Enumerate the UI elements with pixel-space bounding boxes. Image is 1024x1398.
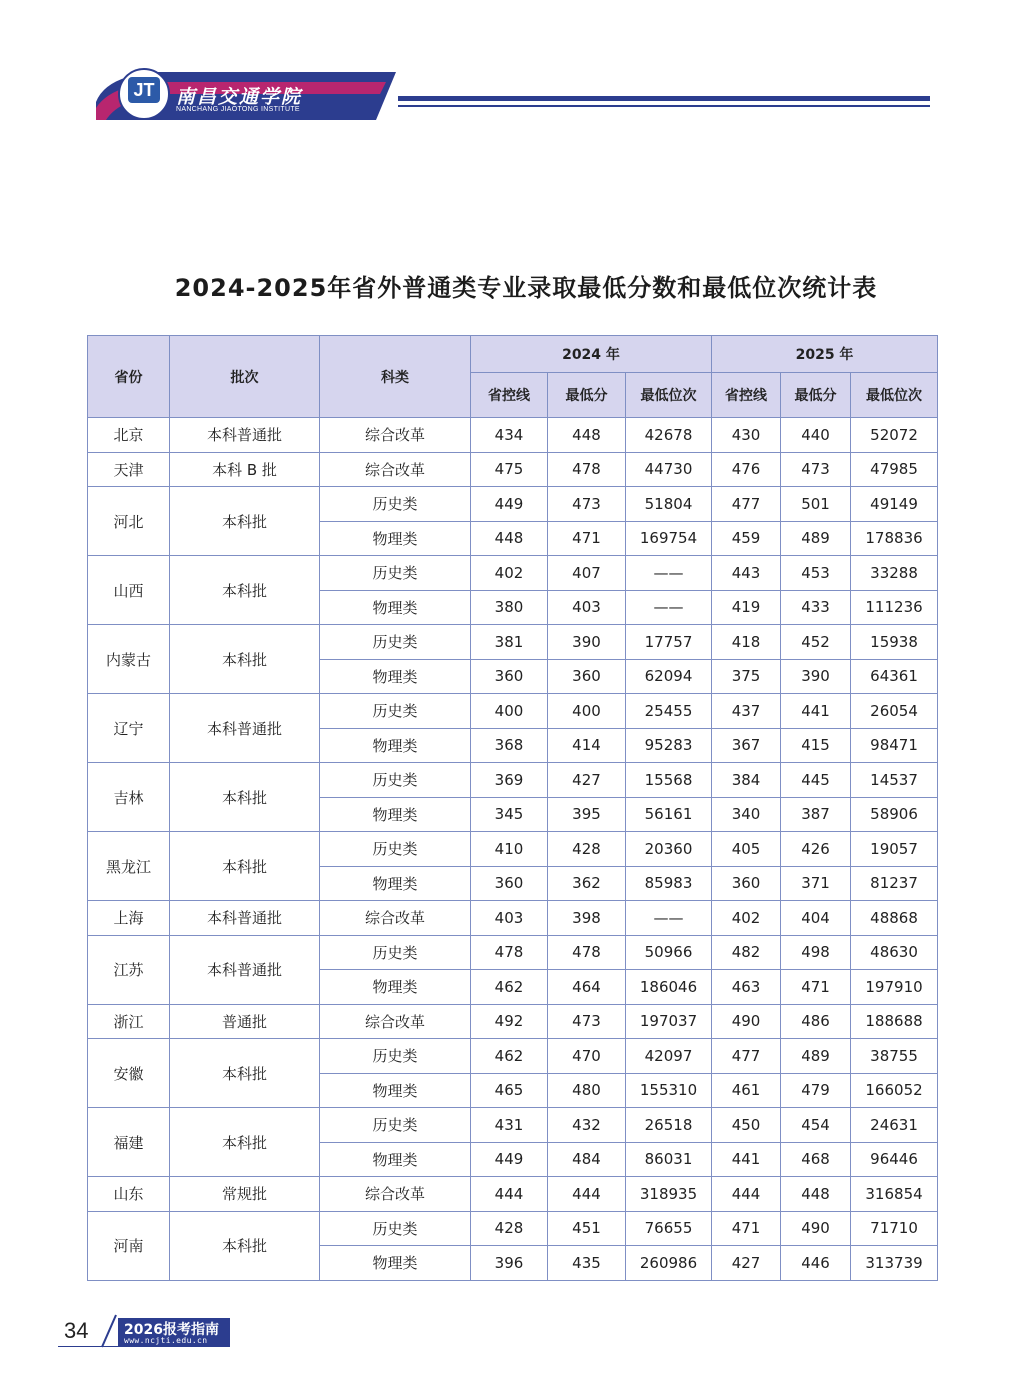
cell-min-score-2025: 445	[781, 763, 851, 798]
cell-province: 河南	[88, 1211, 170, 1280]
cell-min-score-2024: 362	[548, 866, 626, 901]
table-row	[88, 1039, 938, 1074]
cell-min-rank-2025: 49149	[851, 487, 938, 522]
cell-control-line-2025: 340	[712, 797, 781, 832]
footer-rule	[58, 1346, 230, 1347]
cell-batch: 本科批	[170, 1039, 320, 1108]
cell-control-line-2024: 465	[471, 1073, 548, 1108]
cell-min-score-2024: 360	[548, 659, 626, 694]
cell-min-rank-2024: 186046	[626, 970, 712, 1005]
cell-min-score-2024: 471	[548, 521, 626, 556]
cell-min-score-2025: 404	[781, 901, 851, 936]
cell-min-score-2025: 479	[781, 1073, 851, 1108]
cell-batch: 常规批	[170, 1177, 320, 1212]
cell-min-rank-2025: 48630	[851, 935, 938, 970]
cell-min-rank-2024: 15568	[626, 763, 712, 798]
cell-batch: 本科批	[170, 763, 320, 832]
cell-min-score-2025: 441	[781, 694, 851, 729]
cell-subject: 物理类	[320, 970, 471, 1005]
table-row	[88, 935, 938, 970]
cell-min-rank-2024: ——	[626, 590, 712, 625]
header-rule-thick	[398, 96, 930, 101]
table-row	[88, 452, 938, 487]
cell-min-score-2025: 371	[781, 866, 851, 901]
cell-province: 山东	[88, 1177, 170, 1212]
cell-min-score-2024: 464	[548, 970, 626, 1005]
col-header-year-2025: 2025 年	[712, 336, 938, 373]
cell-min-score-2024: 444	[548, 1177, 626, 1212]
cell-control-line-2024: 400	[471, 694, 548, 729]
page-title: 2024-2025年省外普通类专业录取最低分数和最低位次统计表	[174, 274, 878, 302]
cell-subject: 物理类	[320, 1142, 471, 1177]
cell-control-line-2024: 444	[471, 1177, 548, 1212]
cell-subject: 历史类	[320, 763, 471, 798]
cell-subject: 物理类	[320, 521, 471, 556]
cell-province: 河北	[88, 487, 170, 556]
cell-subject: 综合改革	[320, 452, 471, 487]
cell-min-rank-2024: 51804	[626, 487, 712, 522]
cell-min-score-2025: 387	[781, 797, 851, 832]
cell-subject: 历史类	[320, 1039, 471, 1074]
cell-subject: 历史类	[320, 694, 471, 729]
cell-control-line-2025: 443	[712, 556, 781, 591]
cell-min-rank-2024: 44730	[626, 452, 712, 487]
cell-min-score-2025: 446	[781, 1246, 851, 1281]
cell-min-score-2024: 451	[548, 1211, 626, 1246]
cell-control-line-2024: 368	[471, 728, 548, 763]
cell-min-rank-2024: 155310	[626, 1073, 712, 1108]
school-emblem-mark: JT	[128, 77, 160, 103]
cell-min-score-2024: 480	[548, 1073, 626, 1108]
cell-min-rank-2025: 98471	[851, 728, 938, 763]
cell-subject: 历史类	[320, 625, 471, 660]
cell-control-line-2024: 402	[471, 556, 548, 591]
cell-min-rank-2024: 25455	[626, 694, 712, 729]
cell-control-line-2025: 450	[712, 1108, 781, 1143]
cell-province: 上海	[88, 901, 170, 936]
table-row	[88, 1004, 938, 1039]
cell-province: 辽宁	[88, 694, 170, 763]
cell-subject: 历史类	[320, 1108, 471, 1143]
table-row	[88, 694, 938, 729]
cell-min-score-2025: 433	[781, 590, 851, 625]
cell-subject: 物理类	[320, 659, 471, 694]
table-row	[88, 832, 938, 867]
cell-min-rank-2024: 86031	[626, 1142, 712, 1177]
cell-control-line-2024: 462	[471, 970, 548, 1005]
cell-min-rank-2024: 17757	[626, 625, 712, 660]
cell-batch: 本科普通批	[170, 901, 320, 936]
cell-min-rank-2025: 26054	[851, 694, 938, 729]
cell-min-rank-2025: 313739	[851, 1246, 938, 1281]
cell-control-line-2024: 360	[471, 659, 548, 694]
cell-batch: 本科批	[170, 832, 320, 901]
cell-batch: 本科批	[170, 487, 320, 556]
cell-min-rank-2025: 188688	[851, 1004, 938, 1039]
cell-province: 江苏	[88, 935, 170, 1004]
cell-min-score-2025: 498	[781, 935, 851, 970]
cell-min-rank-2024: 42678	[626, 418, 712, 453]
cell-min-score-2024: 400	[548, 694, 626, 729]
cell-province: 吉林	[88, 763, 170, 832]
cell-control-line-2025: 441	[712, 1142, 781, 1177]
cell-min-rank-2024: 56161	[626, 797, 712, 832]
cell-min-rank-2024: 26518	[626, 1108, 712, 1143]
col-header-subject: 科类	[320, 336, 471, 418]
cell-subject: 综合改革	[320, 901, 471, 936]
cell-control-line-2025: 437	[712, 694, 781, 729]
cell-min-rank-2024: 95283	[626, 728, 712, 763]
table-row	[88, 1177, 938, 1212]
cell-min-score-2025: 490	[781, 1211, 851, 1246]
table-row	[88, 556, 938, 591]
cell-subject: 物理类	[320, 1246, 471, 1281]
cell-min-score-2024: 484	[548, 1142, 626, 1177]
cell-control-line-2024: 462	[471, 1039, 548, 1074]
cell-control-line-2024: 396	[471, 1246, 548, 1281]
cell-control-line-2025: 418	[712, 625, 781, 660]
cell-min-rank-2024: 169754	[626, 521, 712, 556]
cell-min-rank-2025: 64361	[851, 659, 938, 694]
cell-batch: 本科普通批	[170, 694, 320, 763]
cell-control-line-2025: 477	[712, 487, 781, 522]
cell-province: 浙江	[88, 1004, 170, 1039]
col-header-control-line-2024: 省控线	[471, 373, 548, 418]
footer-slash-decoration	[96, 1313, 120, 1349]
cell-min-rank-2025: 178836	[851, 521, 938, 556]
cell-control-line-2024: 381	[471, 625, 548, 660]
cell-min-score-2024: 473	[548, 1004, 626, 1039]
cell-control-line-2025: 459	[712, 521, 781, 556]
cell-min-score-2025: 471	[781, 970, 851, 1005]
cell-province: 福建	[88, 1108, 170, 1177]
cell-control-line-2024: 428	[471, 1211, 548, 1246]
cell-min-score-2025: 440	[781, 418, 851, 453]
table-row	[88, 763, 938, 798]
cell-min-score-2024: 448	[548, 418, 626, 453]
cell-min-score-2025: 390	[781, 659, 851, 694]
cell-min-rank-2024: 318935	[626, 1177, 712, 1212]
cell-control-line-2025: 360	[712, 866, 781, 901]
cell-min-score-2025: 473	[781, 452, 851, 487]
cell-province: 黑龙江	[88, 832, 170, 901]
school-name-en: NANCHANG JIAOTONG INSTITUTE	[176, 106, 300, 113]
cell-province: 内蒙古	[88, 625, 170, 694]
cell-min-rank-2025: 15938	[851, 625, 938, 660]
cell-min-score-2025: 489	[781, 521, 851, 556]
cell-control-line-2024: 475	[471, 452, 548, 487]
cell-subject: 物理类	[320, 590, 471, 625]
table-row	[88, 487, 938, 522]
cell-control-line-2025: 471	[712, 1211, 781, 1246]
cell-province: 北京	[88, 418, 170, 453]
cell-control-line-2024: 448	[471, 521, 548, 556]
cell-control-line-2025: 405	[712, 832, 781, 867]
cell-min-score-2025: 452	[781, 625, 851, 660]
cell-control-line-2025: 367	[712, 728, 781, 763]
cell-control-line-2024: 449	[471, 487, 548, 522]
col-header-min-rank-2025: 最低位次	[851, 373, 938, 418]
col-header-control-line-2025: 省控线	[712, 373, 781, 418]
cell-min-rank-2025: 316854	[851, 1177, 938, 1212]
cell-batch: 本科批	[170, 556, 320, 625]
cell-min-rank-2025: 52072	[851, 418, 938, 453]
cell-min-rank-2025: 111236	[851, 590, 938, 625]
cell-min-score-2024: 398	[548, 901, 626, 936]
cell-min-score-2024: 427	[548, 763, 626, 798]
cell-min-score-2024: 428	[548, 832, 626, 867]
cell-control-line-2025: 375	[712, 659, 781, 694]
cell-min-score-2024: 395	[548, 797, 626, 832]
col-header-min-score-2025: 最低分	[781, 373, 851, 418]
cell-control-line-2024: 410	[471, 832, 548, 867]
cell-min-rank-2025: 71710	[851, 1211, 938, 1246]
cell-min-rank-2025: 38755	[851, 1039, 938, 1074]
cell-province: 安徽	[88, 1039, 170, 1108]
cell-subject: 历史类	[320, 935, 471, 970]
cell-min-rank-2025: 58906	[851, 797, 938, 832]
cell-min-rank-2024: 42097	[626, 1039, 712, 1074]
cell-control-line-2025: 444	[712, 1177, 781, 1212]
cell-min-rank-2025: 24631	[851, 1108, 938, 1143]
col-header-batch: 批次	[170, 336, 320, 418]
cell-control-line-2025: 490	[712, 1004, 781, 1039]
cell-batch: 本科 B 批	[170, 452, 320, 487]
cell-subject: 物理类	[320, 866, 471, 901]
table-row	[88, 901, 938, 936]
cell-subject: 综合改革	[320, 1177, 471, 1212]
cell-min-rank-2025: 48868	[851, 901, 938, 936]
cell-min-rank-2024: ——	[626, 901, 712, 936]
cell-control-line-2024: 431	[471, 1108, 548, 1143]
cell-subject: 历史类	[320, 1211, 471, 1246]
cell-min-rank-2024: 85983	[626, 866, 712, 901]
cell-min-score-2024: 435	[548, 1246, 626, 1281]
cell-control-line-2024: 345	[471, 797, 548, 832]
cell-batch: 本科普通批	[170, 418, 320, 453]
cell-province: 山西	[88, 556, 170, 625]
cell-min-rank-2025: 81237	[851, 866, 938, 901]
cell-min-score-2025: 454	[781, 1108, 851, 1143]
cell-control-line-2024: 380	[471, 590, 548, 625]
cell-control-line-2024: 449	[471, 1142, 548, 1177]
cell-min-rank-2024: ——	[626, 556, 712, 591]
cell-min-rank-2024: 20360	[626, 832, 712, 867]
table-row	[88, 1211, 938, 1246]
cell-control-line-2024: 403	[471, 901, 548, 936]
cell-control-line-2024: 434	[471, 418, 548, 453]
cell-min-score-2024: 473	[548, 487, 626, 522]
cell-subject: 综合改革	[320, 418, 471, 453]
cell-min-score-2025: 501	[781, 487, 851, 522]
cell-min-score-2024: 432	[548, 1108, 626, 1143]
header-rule-thin	[398, 105, 930, 107]
footer-guide-label: 2026报考指南	[124, 1322, 219, 1338]
cell-min-rank-2025: 166052	[851, 1073, 938, 1108]
cell-batch: 本科批	[170, 1108, 320, 1177]
cell-min-score-2024: 478	[548, 452, 626, 487]
cell-control-line-2024: 478	[471, 935, 548, 970]
cell-min-rank-2025: 33288	[851, 556, 938, 591]
cell-control-line-2025: 419	[712, 590, 781, 625]
cell-control-line-2025: 461	[712, 1073, 781, 1108]
cell-subject: 物理类	[320, 1073, 471, 1108]
cell-min-rank-2024: 76655	[626, 1211, 712, 1246]
cell-subject: 历史类	[320, 832, 471, 867]
cell-control-line-2025: 427	[712, 1246, 781, 1281]
col-header-province: 省份	[88, 336, 170, 418]
cell-control-line-2024: 369	[471, 763, 548, 798]
cell-min-rank-2025: 19057	[851, 832, 938, 867]
cell-subject: 综合改革	[320, 1004, 471, 1039]
cell-min-score-2024: 470	[548, 1039, 626, 1074]
cell-control-line-2025: 430	[712, 418, 781, 453]
page-number: 34	[64, 1318, 89, 1343]
cell-subject: 历史类	[320, 556, 471, 591]
footer-url: www.ncjti.edu.cn	[124, 1336, 208, 1345]
table-row	[88, 418, 938, 453]
cell-min-score-2025: 448	[781, 1177, 851, 1212]
cell-subject: 物理类	[320, 728, 471, 763]
cell-batch: 本科批	[170, 625, 320, 694]
cell-batch: 本科普通批	[170, 935, 320, 1004]
cell-min-rank-2025: 47985	[851, 452, 938, 487]
cell-min-score-2025: 468	[781, 1142, 851, 1177]
cell-batch: 普通批	[170, 1004, 320, 1039]
cell-province: 天津	[88, 452, 170, 487]
cell-min-score-2025: 453	[781, 556, 851, 591]
col-header-min-score-2024: 最低分	[548, 373, 626, 418]
table-body	[88, 418, 938, 1281]
cell-min-score-2024: 390	[548, 625, 626, 660]
cell-min-rank-2024: 260986	[626, 1246, 712, 1281]
cell-min-score-2025: 489	[781, 1039, 851, 1074]
cell-control-line-2025: 477	[712, 1039, 781, 1074]
cell-min-rank-2024: 50966	[626, 935, 712, 970]
cell-min-score-2024: 478	[548, 935, 626, 970]
table-row	[88, 625, 938, 660]
cell-min-score-2025: 415	[781, 728, 851, 763]
cell-control-line-2025: 476	[712, 452, 781, 487]
cell-min-score-2025: 426	[781, 832, 851, 867]
cell-control-line-2025: 384	[712, 763, 781, 798]
cell-subject: 物理类	[320, 797, 471, 832]
cell-min-rank-2025: 96446	[851, 1142, 938, 1177]
cell-control-line-2025: 482	[712, 935, 781, 970]
cell-control-line-2025: 463	[712, 970, 781, 1005]
cell-min-score-2025: 486	[781, 1004, 851, 1039]
cell-min-score-2024: 407	[548, 556, 626, 591]
cell-min-rank-2025: 14537	[851, 763, 938, 798]
cell-min-rank-2024: 62094	[626, 659, 712, 694]
school-name: 南昌交通学院	[176, 86, 303, 108]
cell-control-line-2024: 492	[471, 1004, 548, 1039]
cell-min-score-2024: 414	[548, 728, 626, 763]
table-row	[88, 1108, 938, 1143]
cell-batch: 本科批	[170, 1211, 320, 1280]
cell-min-rank-2024: 197037	[626, 1004, 712, 1039]
cell-control-line-2024: 360	[471, 866, 548, 901]
col-header-min-rank-2024: 最低位次	[626, 373, 712, 418]
cell-min-score-2024: 403	[548, 590, 626, 625]
cell-control-line-2025: 402	[712, 901, 781, 936]
cell-min-rank-2025: 197910	[851, 970, 938, 1005]
admission-score-table	[87, 335, 938, 1281]
cell-subject: 历史类	[320, 487, 471, 522]
col-header-year-2024: 2024 年	[471, 336, 712, 373]
